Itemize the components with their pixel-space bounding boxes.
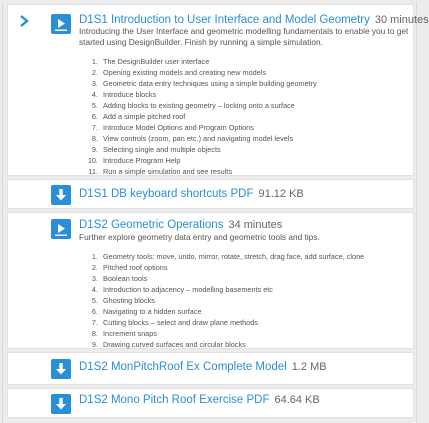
file-title[interactable]: D1S1 DB keyboard shortcuts PDF (79, 188, 254, 200)
topic-item (84, 56, 317, 67)
file-title-link[interactable] (79, 394, 320, 406)
topic-item (84, 155, 317, 166)
topic-text: Adding blocks to existing geometry – locking onto a surface (103, 101, 295, 110)
topic-text: The DesignBuilder user interface (103, 57, 210, 66)
topic-number: 6. (91, 112, 98, 121)
file-title-link[interactable] (79, 361, 327, 373)
topic-text: Navigating to a hidden surface (103, 307, 202, 316)
topic-item (84, 67, 317, 78)
file-size: 91.12 KB (258, 188, 304, 200)
topic-number: 8. (91, 329, 98, 338)
topic-item (84, 328, 364, 339)
topic-number: 1. (91, 57, 98, 66)
topic-number: 9. (91, 340, 98, 349)
topic-text: Add a simple pitched roof (103, 112, 186, 121)
topic-item (84, 295, 364, 306)
chevron-right-icon[interactable] (17, 14, 31, 28)
lesson-description: Introducing the User Interface and geometric modelling fundamentals to enable you to get started using DesignBuilder. Finish by running a simple simulation. (79, 26, 409, 47)
lesson-card-d1s1-pdf (7, 179, 414, 209)
lesson-card-d1s2-model (7, 352, 414, 385)
topic-list (84, 251, 364, 350)
lesson-card-d1s2-video (7, 212, 414, 349)
lesson-list (2, 2, 429, 423)
topic-number: 7. (91, 318, 98, 327)
topic-text: Cutting blocks – select and draw plane methods (103, 318, 258, 327)
topic-number: 10. (87, 156, 98, 165)
topic-number: 5. (91, 296, 98, 305)
topic-text: Geometry tools: move, undo, mirror, rotate, stretch, drag face, add surface, clone (103, 252, 365, 261)
video-play-icon[interactable] (51, 14, 71, 34)
topic-text: Ghosting blocks (103, 296, 155, 305)
topic-number: 11. (88, 167, 98, 176)
topic-number: 8. (91, 134, 98, 143)
topic-text: Opening existing models and creating new models (103, 68, 267, 77)
topic-item (84, 144, 317, 155)
file-size: 64.64 KB (274, 394, 320, 406)
lesson-card-d1s2-pdf (7, 388, 414, 418)
topic-item (84, 262, 364, 273)
topic-number: 9. (91, 145, 98, 154)
topic-item (84, 251, 364, 262)
topic-number: 2. (91, 263, 98, 272)
lesson-description: Further explore geometry data entry and geometric tools and tips. (79, 232, 320, 242)
topic-item (84, 339, 364, 350)
topic-text: Introduce Model Options and Program Options (103, 123, 254, 132)
topic-item (84, 111, 317, 122)
topic-item (84, 306, 364, 317)
topic-text: Selecting single and multiple objects (103, 145, 221, 154)
file-title[interactable]: D1S2 MonPitchRoof Ex Complete Model (79, 361, 287, 373)
lesson-title[interactable]: D1S2 Geometric Operations (79, 219, 224, 231)
topic-item (84, 166, 317, 177)
topic-item (84, 78, 317, 89)
lesson-title[interactable]: D1S1 Introduction to User Interface and Model Geometry (79, 14, 370, 26)
topic-item (84, 100, 317, 111)
download-icon[interactable] (51, 185, 71, 205)
topic-number: 1. (91, 252, 98, 261)
lesson-duration: 30 minutes (374, 14, 429, 26)
download-icon[interactable] (51, 359, 71, 379)
lesson-title-link[interactable] (79, 219, 282, 231)
topic-item (84, 273, 364, 284)
topic-text: Boolean tools (103, 274, 148, 283)
topic-text: Increment snaps (103, 329, 157, 338)
topic-text: View controls (zoom, pan etc.) and navigating model levels (103, 134, 294, 143)
file-title[interactable]: D1S2 Mono Pitch Roof Exercise PDF (79, 394, 270, 406)
topic-text: Geometric data entry techniques using a simple building geometry (103, 79, 317, 88)
video-play-icon[interactable] (51, 219, 71, 239)
topic-item (84, 317, 364, 328)
topic-number: 6. (91, 307, 98, 316)
lesson-duration: 34 minutes (228, 219, 283, 231)
topic-text: Run a simple simulation and see results (103, 167, 232, 176)
topic-number: 7. (91, 123, 98, 132)
lesson-title-link[interactable] (79, 14, 429, 26)
file-title-link[interactable] (79, 188, 304, 200)
topic-list (84, 56, 317, 177)
topic-number: 3. (91, 79, 98, 88)
download-icon[interactable] (51, 394, 71, 414)
topic-number: 4. (91, 90, 98, 99)
topic-text: Introduction to adjacency – modelling basements etc (103, 285, 273, 294)
topic-text: Pitched roof options (103, 263, 168, 272)
topic-text: Drawing curved surfaces and circular blocks (103, 340, 246, 349)
lesson-card-d1s1-video (7, 4, 429, 176)
file-size: 1.2 MB (291, 361, 327, 373)
topic-number: 5. (91, 101, 98, 110)
topic-item (84, 133, 317, 144)
topic-item (84, 89, 317, 100)
topic-number: 4. (91, 285, 98, 294)
topic-text: Introduce Program Help (103, 156, 181, 165)
topic-number: 2. (91, 68, 98, 77)
topic-item (84, 284, 364, 295)
topic-item (84, 122, 317, 133)
topic-text: Introduce blocks (103, 90, 157, 99)
topic-number: 3. (91, 274, 98, 283)
